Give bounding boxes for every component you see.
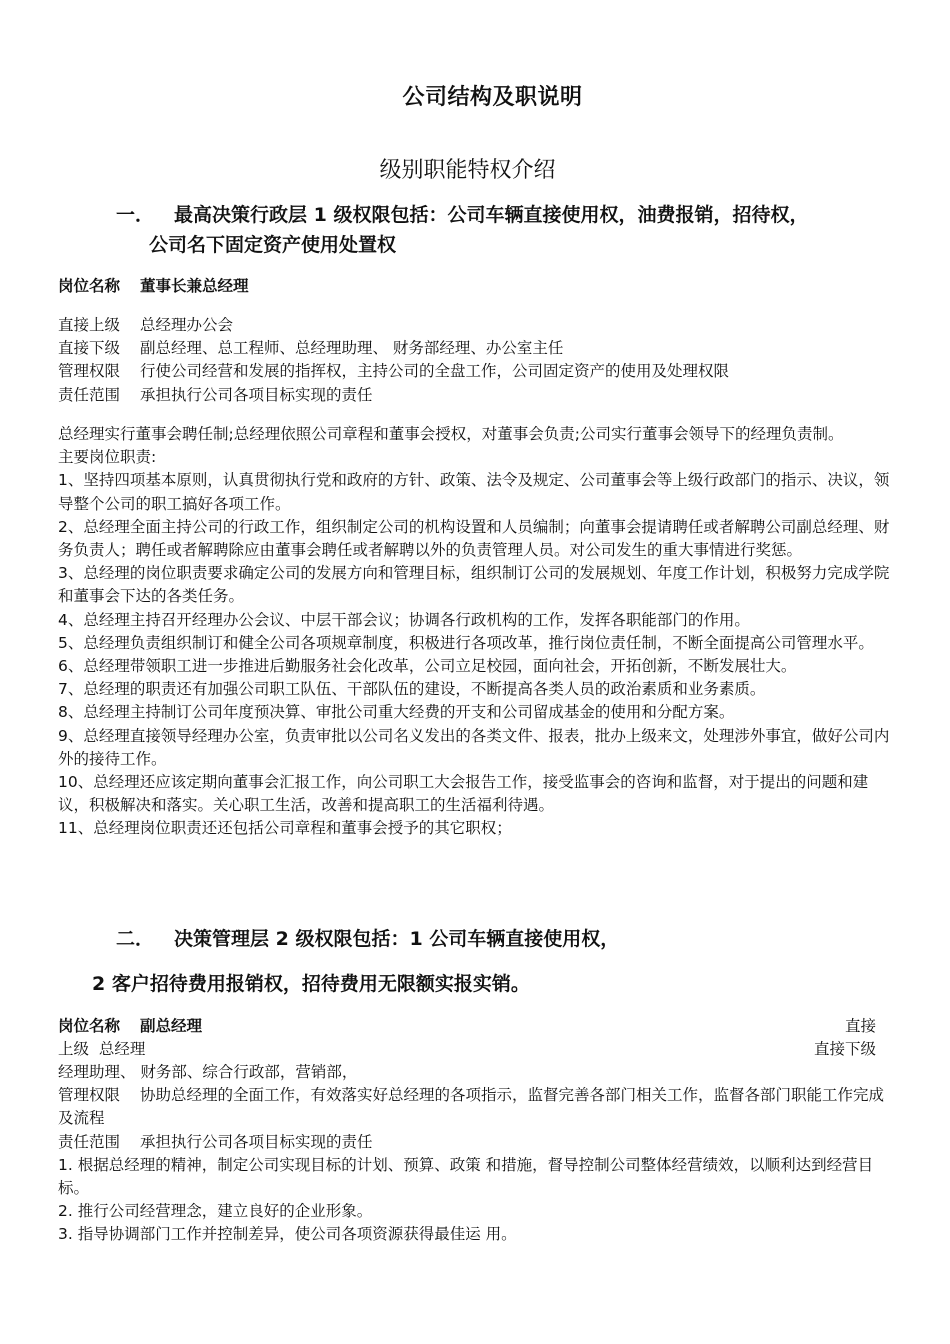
section-1-heading-line1: 最高决策行政层 1 级权限包括：公司车辆直接使用权，油费报销，招待权，	[174, 204, 809, 226]
field-value: 行使公司经营和发展的指挥权，主持公司的全盘工作，公司固定资产的使用及处理权限	[140, 362, 730, 381]
section-1-heading	[116, 202, 808, 228]
duty-item: 1、坚持四项基本原则，认真贯彻执行党和政府的方针、政策、法令及规定、公司董事会等上级行政部门的指示、决议，领导整个公司的职工搞好各项工作。	[58, 471, 890, 513]
superior-label: 上级	[58, 1040, 90, 1059]
section-1-position	[58, 275, 896, 298]
field-label: 管理权限	[58, 362, 121, 381]
direct-label: 直接	[844, 1017, 876, 1035]
duty-item: 10、总经理还应该定期向董事会汇报工作，向公司职工大会报告工作，接受监事会的咨询和监督，对于提出的问题和建议，积极解决和落实。关心职工生活，改善和提高职工的生活福利待遇。	[58, 773, 869, 815]
section-2-body	[58, 1015, 876, 1061]
section-2-heading-line1: 决策管理层 2 级权限包括：1 公司车辆直接使用权，	[174, 928, 620, 950]
field-row	[58, 337, 896, 360]
duties-title: 主要岗位职责:	[58, 448, 157, 467]
duty-item: 8、总经理主持制订公司年度预决算、审批公司重大经费的开支和公司留成基金的使用和分配方案。	[58, 703, 735, 722]
section-2-details	[58, 1061, 896, 1247]
field-row	[58, 314, 896, 337]
field-label: 直接上级	[58, 316, 121, 334]
section-1-body	[58, 423, 896, 841]
position-label: 岗位名称	[58, 277, 121, 295]
document-subtitle: 级别职能特权介绍	[379, 158, 556, 183]
field-value: 总经理办公会	[140, 316, 234, 334]
duty-item: 2、总经理全面主持公司的行政工作，组织制定公司的机构设置和人员编制；向董事会提请聘任或者解聘公司副总经理、财务负责人；聘任或者解聘除应由董事会聘任或者解聘以外的负责管理人员。对公司发生的重大事情进行奖惩。	[58, 517, 890, 560]
duty-item: 4、总经理主持召开经理办公会议、中层干部会议；协调各行政机构的工作，发挥各职能部门的作用。	[58, 610, 750, 629]
duty-item: 11、总经理岗位职责还还包括公司章程和董事会授予的其它职权；	[58, 819, 512, 838]
field-label: 直接下级	[58, 339, 121, 358]
authority-value: 协助总经理的全面工作，有效落实好总经理的各项指示，监督完善各部门相关工作，监督各部门职能工作完成及流程	[58, 1086, 885, 1128]
list-item: 3. 指导协调部门工作并控制差异，使公司各项资源获得最佳运 用。	[58, 1225, 517, 1244]
responsibility-value: 承担执行公司各项目标实现的责任	[140, 1132, 373, 1151]
field-row	[58, 360, 896, 383]
section-2-heading-line2: 2 客户招待费用报销权，招待费用无限额实报实销。	[92, 973, 530, 995]
document-title: 公司结构及职说明	[402, 85, 583, 110]
list-item: 2. 推行公司经营理念，建立良好的企业形象。	[58, 1202, 373, 1221]
section-1-heading-line2: 公司名下固定资产使用处置权	[149, 234, 397, 256]
position-value: 副总经理	[140, 1017, 203, 1035]
subordinate-label: 直接下级	[813, 1040, 876, 1059]
duty-item: 5、总经理负责组织制订和健全公司各项规章制度，积极进行各项改革，推行岗位责任制，不断全面提高公司管理水平。	[58, 633, 874, 652]
authority-label: 管理权限	[58, 1086, 121, 1105]
superior-row	[58, 1038, 876, 1061]
duty-item: 9、总经理直接领导经理办公室，负责审批以公司名义发出的各类文件、报表，批办上级来文，处理涉外事宜，做好公司内外的接待工作。	[58, 726, 890, 768]
section-1-number: 一．	[116, 204, 155, 226]
authority-row	[58, 1084, 896, 1130]
field-row	[58, 384, 896, 407]
responsibility-row	[58, 1131, 896, 1154]
field-value: 承担执行公司各项目标实现的责任	[140, 385, 373, 404]
position-label: 岗位名称	[58, 1017, 121, 1035]
duty-item: 6、总经理带领职工进一步推进后勤服务社会化改革，公司立足校园，面向社会，开拓创新，不断发展壮大。	[58, 657, 797, 676]
section-1-fields	[58, 314, 896, 407]
responsibility-label: 责任范围	[58, 1132, 121, 1151]
superior-value: 总经理	[98, 1040, 146, 1059]
section-2-heading	[116, 926, 619, 952]
field-value: 副总经理、总工程师、总经理助理、 财务部经理、办公室主任	[140, 339, 564, 358]
intro-paragraph: 总经理实行董事会聘任制;总经理依照公司章程和董事会授权，对董事会负责;公司实行董事会领导下的经理负责制。	[58, 425, 844, 443]
subordinates-value: 经理助理、 财务部、综合行政部，营销部，	[58, 1063, 358, 1081]
duty-item: 3、总经理的岗位职责要求确定公司的发展方向和管理目标，组织制订公司的发展规划、年度工作计划，积极努力完成学院和董事会下达的各类任务。	[58, 564, 890, 606]
duty-item: 7、总经理的职责还有加强公司职工队伍、干部队伍的建设，不断提高各类人员的政治素质和业务素质。	[58, 680, 766, 699]
position-row	[58, 1015, 876, 1038]
section-2-number: 二．	[116, 928, 155, 950]
list-item: 1. 根据总经理的精神，制定公司实现目标的计划、预算、政策 和措施，督导控制公司整体经营绩效，以顺利达到经营目标。	[58, 1155, 874, 1198]
field-label: 责任范围	[58, 385, 121, 404]
position-value: 董事长兼总经理	[140, 277, 249, 295]
